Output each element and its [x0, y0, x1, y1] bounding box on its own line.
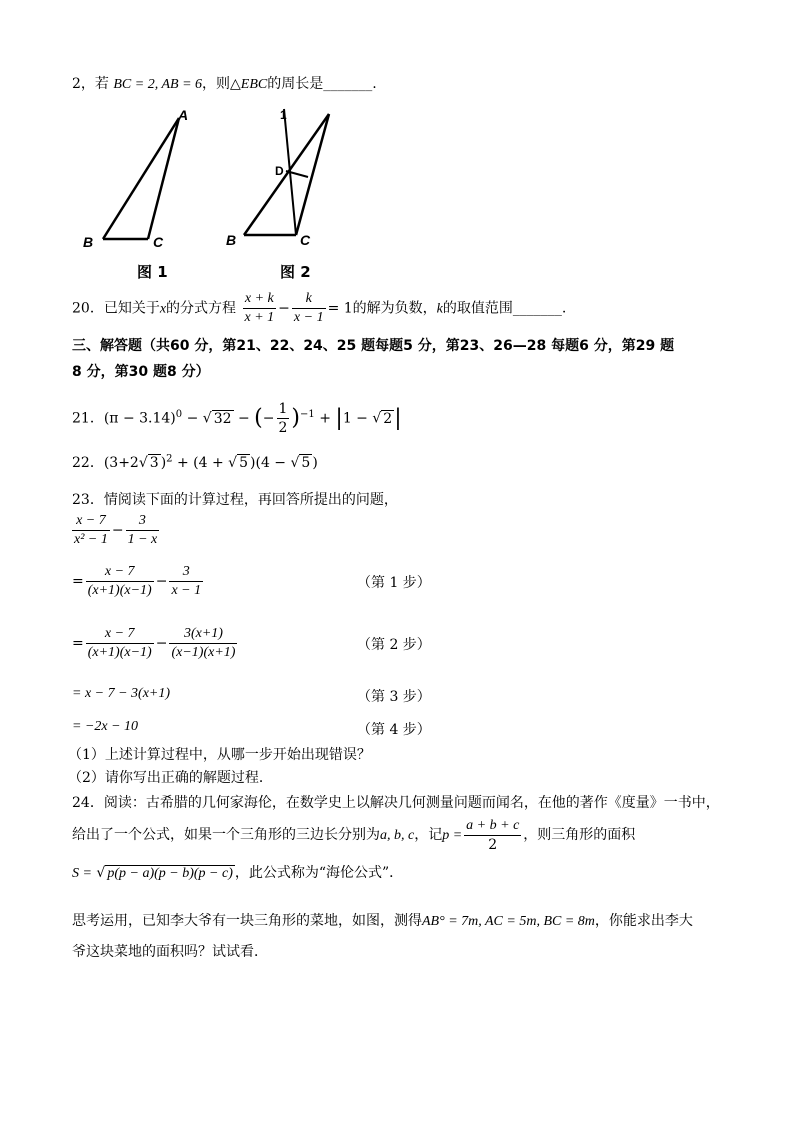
q19-triangle: △EBC [230, 77, 268, 92]
q20-frac1-num: x + k [243, 290, 277, 309]
q20-frac2-den: x − 1 [293, 310, 324, 325]
q20-k: k [436, 301, 443, 317]
q19-condition: BC = 2, AB = 6 [113, 77, 203, 92]
fig2-caption: 图 2 [280, 263, 311, 281]
q19-blank: _______ [323, 76, 373, 92]
q22-p4: ) [312, 455, 318, 471]
q22-num: 22． [72, 455, 104, 471]
q20-mid: 的分式方程 [166, 300, 237, 317]
q22-p3: )(4 − [250, 455, 291, 471]
fig2-label-one: 1 [280, 108, 287, 122]
q24-line2c: ，则三角形的面积 [523, 827, 636, 843]
q21-rad1: 32 [213, 410, 232, 427]
fig2-label-d: D [275, 164, 284, 178]
figure-1 [75, 105, 195, 283]
figure-2 [220, 105, 340, 283]
q21-exp0: 0 [175, 409, 183, 420]
q24-line4b: ，你能求出李大 [594, 913, 693, 929]
q23-step1-label: （第 1 步） [357, 575, 431, 591]
q19-end: 的周长是 [267, 76, 324, 92]
q22-rad3: 5 [301, 455, 311, 471]
q23-intro: 23．情阅读下面的计算过程，再回答所提出的问题， [72, 492, 398, 508]
q24-measurements: AB° = 7m, AC = 5m, BC = 8m [422, 914, 595, 929]
q23-l0-d1: x² − 1 [74, 532, 108, 547]
q23-step2-label: （第 2 步） [357, 637, 431, 653]
q20-lead: 20．已知关于 [72, 300, 160, 317]
section-3-heading-line1: 三、解答题（共60 分，第21、22、24、25 题每题5 分，第23、26—28 每题6 分，第29 题 [72, 338, 675, 354]
q20-eq: = 1 [327, 300, 353, 317]
fig2-label-b: B [226, 232, 237, 248]
q24-p-den: 2 [488, 836, 498, 853]
q19-tail [72, 73, 377, 93]
q21-frac [277, 400, 290, 437]
q24-line3b: ，此公式称为“海伦公式”． [234, 865, 404, 881]
fig1-label-b: B [83, 234, 94, 250]
q23-subquestion-1: （1）上述计算过程中，从哪一步开始出现错误？ [68, 747, 371, 763]
fig1-label-c: C [153, 234, 164, 250]
q23-l0-d2: 1 − x [127, 532, 158, 547]
q19-period: . [372, 76, 377, 92]
q22-sq: 2 [166, 453, 173, 465]
fig1-caption: 图 1 [137, 263, 168, 281]
q24-line2b: ，记 [414, 827, 443, 843]
q23-l2-frac2 [169, 625, 237, 662]
q23-line1: = $\frac{x - 7}{(x+1)(x-1)}$ − $\frac{3}{x - 1}$ [72, 564, 202, 598]
q21-plus: + [314, 410, 336, 427]
q20-frac-1 [243, 290, 277, 327]
q22-p2: + (4 + [172, 455, 229, 471]
q21-num: 21． [72, 410, 104, 427]
q22-rad2: 5 [239, 455, 249, 471]
q20-frac-2 [292, 290, 326, 327]
q23-l2-d1: (x+1)(x−1) [87, 645, 152, 660]
q22-p1: (3+2 [103, 455, 139, 471]
q21-frac-num: 1 [278, 401, 288, 418]
q23-l1-n1: x − 7 [86, 563, 154, 582]
q21-frac-den: 2 [278, 420, 288, 437]
q21-p1: (π − 3.14) [103, 410, 176, 427]
q21-abs-inner: 1 − [342, 410, 373, 427]
q20-mid2: 的解为负数， [352, 300, 437, 317]
q22-p1e: ) [160, 455, 167, 471]
q21-fneg: − [262, 410, 275, 427]
q19-lead: 2，若 [72, 76, 109, 92]
q23-l0-n1: x − 7 [72, 512, 110, 531]
question-21: 21．$(\pi - 3.14)^0$ − √ 32 − (− $\frac{1}{2}$ )$^{-1}$ + |1 − √ 2| [72, 401, 402, 437]
q22-rad1: 3 [149, 455, 159, 471]
q24-line4a: 思考运用，已知李大爷有一块三角形的菜地，如图，测得 [72, 913, 422, 929]
q24-line4 [72, 910, 693, 930]
q24-S: S = [72, 866, 92, 881]
q23-l1-d1: (x+1)(x−1) [87, 583, 152, 598]
q23-line0: $\frac{x - 7}{\text{x² − 1}}$ − $\frac{3}{1 - x}$ [74, 513, 158, 547]
q21-exp1: −1 [300, 409, 315, 420]
section-3-heading-line2: 8 分，第30 题8 分） [72, 364, 210, 380]
q23-l1-frac1 [86, 563, 154, 600]
q20-end: 的取值范围 [442, 300, 513, 317]
q23-l1-n2: 3 [169, 563, 203, 582]
q24-line2a: 给出了一个公式，如果一个三角形的三边长分别为 [72, 827, 380, 843]
fig2-label-c: C [300, 232, 311, 248]
q20-frac2-num: k [292, 290, 326, 309]
q23-step4-label: （第 4 步） [357, 722, 431, 738]
q24-p: p = [442, 828, 463, 843]
q23-line3: = x − 7 − 3(x+1) [72, 686, 171, 701]
q23-l2-n2: 3(x+1) [169, 625, 237, 644]
fig1-side-ac [148, 118, 179, 239]
q20-var: x [159, 301, 167, 317]
fig1-label-a: A [178, 107, 189, 123]
q23-l2-frac1 [86, 625, 154, 662]
q20-frac1-den: x + 1 [244, 310, 275, 325]
q24-line3: S = √ p(p − a)(p − b)(p − c) ，此公式称为“海伦公式”． [72, 865, 404, 881]
q20-blank: _______ [512, 300, 562, 317]
q23-l0-frac1 [72, 512, 110, 549]
q23-l1-frac2 [169, 563, 203, 600]
q24-line1: 24．阅读：古希腊的几何家海伦，在数学史上以解决几何测量问题而闻名，在他的著作《度量》一书中， [72, 795, 720, 811]
question-20: 20．已知关于x的分式方程 $\frac{x + k}{x + 1}$ − $\frac{k}{x - 1}$ = 1的解为负数，k的取值范围_______. [72, 291, 567, 325]
q23-line4: = −2x − 10 [72, 719, 139, 734]
fig1-side-ab [103, 118, 179, 239]
q23-l2-n1: x − 7 [86, 625, 154, 644]
q23-l0-frac2 [126, 512, 160, 549]
q21-minus1: − [182, 410, 203, 427]
q23-subquestion-2: （2）请你写出正确的解题过程． [68, 770, 273, 786]
q23-line2: = $\frac{x - 7}{(x+1)(x-1)}$ − $\frac{3(x+1)}{(x-1)(x+1)}$ [72, 626, 236, 660]
q19-mid: ，则 [202, 76, 231, 92]
question-22: 22．(3+2√ 3 )$^2$ + (4 + √ 5 )(4 − √ 5 ) [72, 453, 318, 471]
q20-period: . [561, 300, 567, 317]
q24-formula: p(p − a)(p − b)(p − c) [107, 866, 233, 881]
q21-rad2: 2 [383, 410, 393, 427]
q23-l0-n2: 3 [126, 512, 160, 531]
q24-line2 [72, 815, 635, 856]
q21-minus2: − [233, 410, 255, 427]
q24-vars: a, b, c [380, 828, 415, 843]
q24-p-num: a + b + c [464, 817, 521, 836]
q23-l1-d2: x − 1 [171, 583, 202, 598]
q23-step3-label: （第 3 步） [357, 689, 431, 705]
q24-line5: 爷这块菜地的面积吗？试试看． [72, 944, 268, 960]
q24-p-frac [464, 817, 521, 854]
q23-l2-d2: (x−1)(x+1) [171, 645, 236, 660]
